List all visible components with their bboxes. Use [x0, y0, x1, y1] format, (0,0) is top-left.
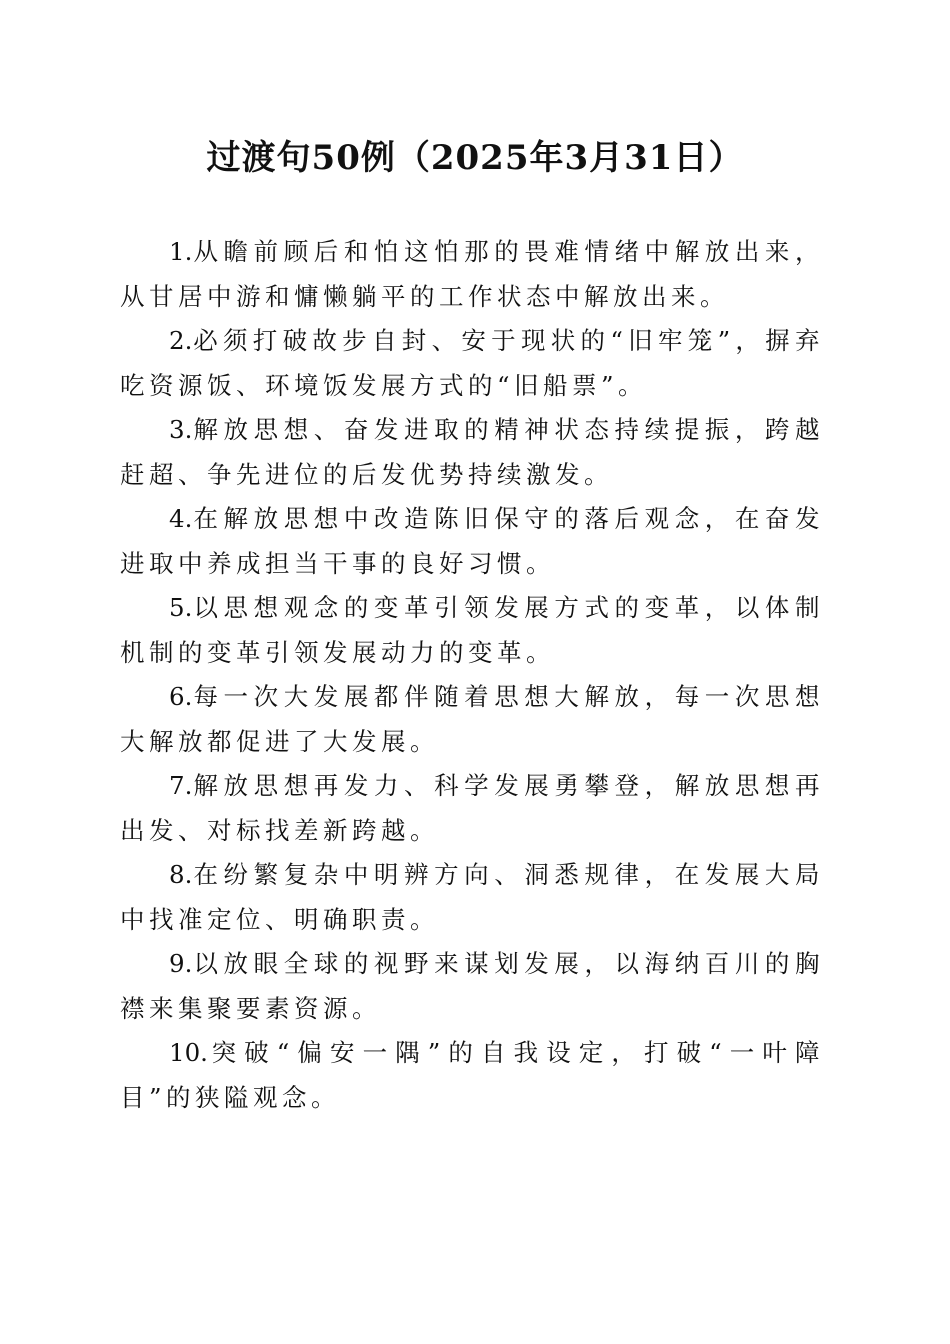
item-text: 突破“偏安一隅”的自我设定，打破“一叶障目”的狭隘观念。 — [120, 1038, 824, 1112]
item-text: 从瞻前顾后和怕这怕那的畏难情绪中解放出来，从甘居中游和慵懒躺平的工作状态中解放出来。 — [120, 237, 824, 311]
item-text: 每一次大发展都伴随着思想大解放，每一次思想大解放都促进了大发展。 — [120, 682, 824, 756]
item-number: 1. — [169, 237, 193, 266]
list-item — [120, 497, 824, 586]
item-text: 解放思想再发力、科学发展勇攀登，解放思想再出发、对标找差新跨越。 — [120, 771, 824, 845]
page-title: 过渡句50例（2025年3月31日） — [206, 138, 744, 178]
item-number: 4. — [169, 504, 193, 533]
item-number: 6. — [169, 682, 193, 711]
item-text: 在纷繁复杂中明辨方向、洞悉规律，在发展大局中找准定位、明确职责。 — [120, 860, 824, 934]
item-list — [120, 230, 824, 1120]
item-text: 以放眼全球的视野来谋划发展，以海纳百川的胸襟来集聚要素资源。 — [120, 949, 824, 1023]
item-number: 9. — [169, 949, 193, 978]
item-number: 8. — [169, 860, 193, 889]
item-number: 10. — [169, 1038, 208, 1067]
item-number: 7. — [169, 771, 193, 800]
item-text: 以思想观念的变革引领发展方式的变革，以体制机制的变革引领发展动力的变革。 — [120, 593, 824, 667]
list-item — [120, 853, 824, 942]
list-item — [120, 408, 824, 497]
list-item — [120, 230, 824, 319]
list-item — [120, 675, 824, 764]
list-item — [120, 942, 824, 1031]
list-item — [120, 764, 824, 853]
item-number: 3. — [169, 415, 193, 444]
item-number: 5. — [169, 593, 193, 622]
list-item — [120, 586, 824, 675]
item-text: 必须打破故步自封、安于现状的“旧牢笼”，摒弃吃资源饭、环境饭发展方式的“旧船票”。 — [120, 326, 824, 400]
list-item — [120, 1031, 824, 1120]
list-item — [120, 319, 824, 408]
item-text: 在解放思想中改造陈旧保守的落后观念，在奋发进取中养成担当干事的良好习惯。 — [120, 504, 824, 578]
item-number: 2. — [169, 326, 193, 355]
item-text: 解放思想、奋发进取的精神状态持续提振，跨越赶超、争先进位的后发优势持续激发。 — [120, 415, 824, 489]
